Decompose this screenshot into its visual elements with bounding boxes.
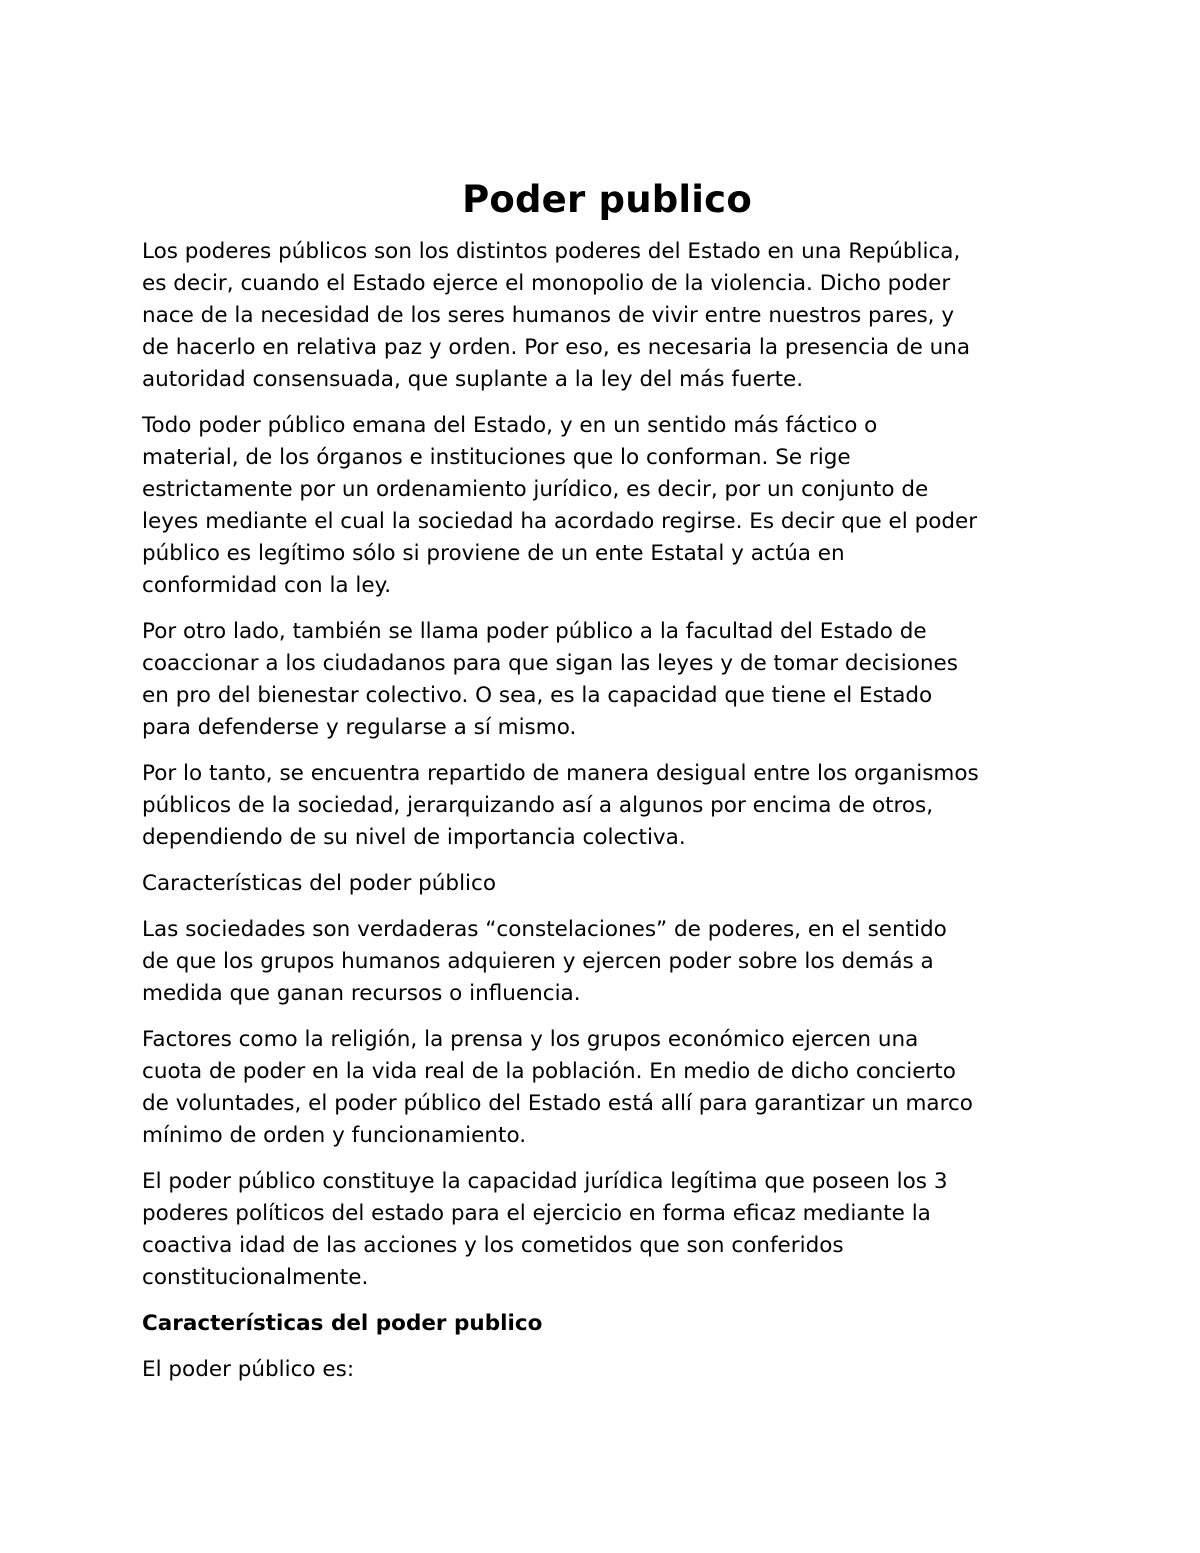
text-line: mínimo de orden y funcionamiento. xyxy=(142,1123,527,1148)
text-line: Factores como la religión, la prensa y los grupos económico ejercen una xyxy=(142,1027,919,1052)
text-line: Todo poder público emana del Estado, y en un sentido más fáctico o xyxy=(142,413,878,438)
text-line: dependiendo de su nivel de importancia colectiva. xyxy=(142,825,686,850)
paragraph-6 xyxy=(142,1024,1072,1152)
text-line: Por otro lado, también se llama poder público a la facultad del Estado de xyxy=(142,619,927,644)
text-line: conformidad con la ley. xyxy=(142,573,392,598)
paragraph-7 xyxy=(142,1166,1072,1294)
paragraph-4 xyxy=(142,758,1072,854)
text-line: públicos de la sociedad, jerarquizando así a algunos por encima de otros, xyxy=(142,793,934,818)
text-line: medida que ganan recursos o influencia. xyxy=(142,981,581,1006)
text-line: material, de los órganos e instituciones que lo conforman. Se rige xyxy=(142,445,851,470)
text-line: de que los grupos humanos adquieren y ejercen poder sobre los demás a xyxy=(142,949,934,974)
paragraph-3 xyxy=(142,616,1072,744)
text-line: cuota de poder en la vida real de la población. En medio de dicho concierto xyxy=(142,1059,956,1084)
paragraph-2 xyxy=(142,410,1072,602)
text-line: público es legítimo sólo si proviene de un ente Estatal y actúa en xyxy=(142,541,845,566)
text-line: autoridad consensuada, que suplante a la ley del más fuerte. xyxy=(142,367,804,392)
text-line: de hacerlo en relativa paz y orden. Por eso, es necesaria la presencia de una xyxy=(142,335,971,360)
text-line: leyes mediante el cual la sociedad ha acordado regirse. Es decir que el poder xyxy=(142,509,978,534)
section-heading-bold: Características del poder publico xyxy=(142,1311,543,1336)
text-line: de voluntades, el poder público del Estado está allí para garantizar un marco xyxy=(142,1091,973,1116)
text-line: constitucionalmente. xyxy=(142,1265,369,1290)
section-heading-plain: Características del poder público xyxy=(142,871,497,896)
text-line: coaccionar a los ciudadanos para que sigan las leyes y de tomar decisiones xyxy=(142,651,958,676)
document-title: Poder publico xyxy=(462,178,752,221)
closing-line: El poder público es: xyxy=(142,1357,355,1382)
paragraph-5 xyxy=(142,914,1072,1010)
text-line: para defenderse y regularse a sí mismo. xyxy=(142,715,577,740)
text-line: coactiva idad de las acciones y los cometidos que son conferidos xyxy=(142,1233,844,1258)
text-line: Las sociedades son verdaderas “constelaciones” de poderes, en el sentido xyxy=(142,917,947,942)
text-line: en pro del bienestar colectivo. O sea, es la capacidad que tiene el Estado xyxy=(142,683,933,708)
text-line: nace de la necesidad de los seres humanos de vivir entre nuestros pares, y xyxy=(142,303,955,328)
text-line: Por lo tanto, se encuentra repartido de manera desigual entre los organismos xyxy=(142,761,979,786)
text-line: El poder público constituye la capacidad jurídica legítima que poseen los 3 xyxy=(142,1169,948,1194)
text-line: estrictamente por un ordenamiento jurídico, es decir, por un conjunto de xyxy=(142,477,929,502)
text-line: Los poderes públicos son los distintos poderes del Estado en una República, xyxy=(142,239,961,264)
paragraph-1 xyxy=(142,236,1072,396)
text-line: poderes políticos del estado para el ejercicio en forma eficaz mediante la xyxy=(142,1201,931,1226)
text-line: es decir, cuando el Estado ejerce el monopolio de la violencia. Dicho poder xyxy=(142,271,951,296)
document-page xyxy=(142,176,1072,1400)
